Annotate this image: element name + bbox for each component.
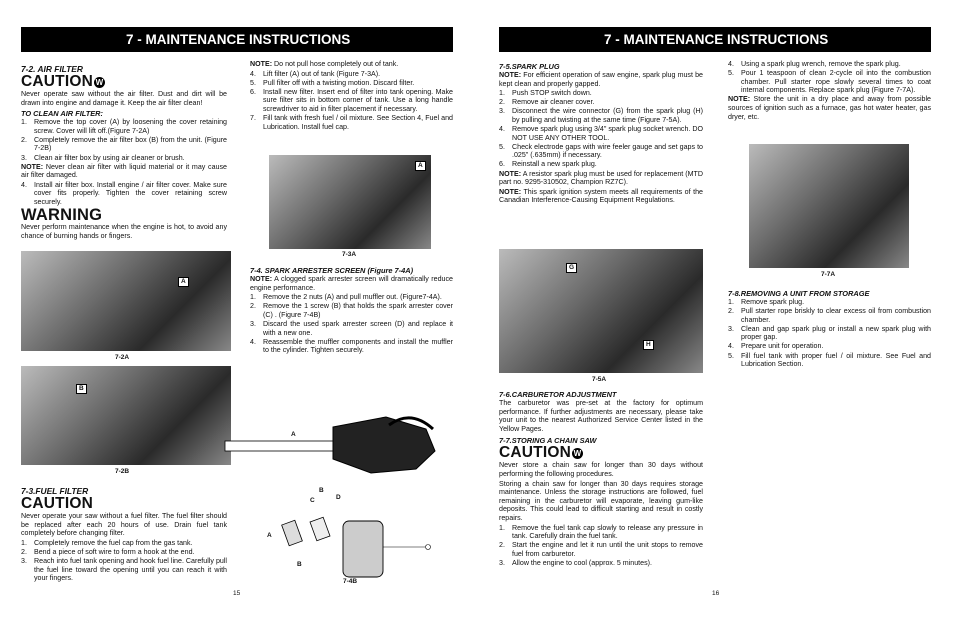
caution-text: Never operate your saw without a fuel filter. The fuel filter should be replaced after each 20 hours of use. Drain fuel tank completely before changing filter.	[21, 512, 227, 538]
figure-label: B	[297, 561, 302, 568]
figure-caption: 7-5A	[592, 376, 607, 383]
list-item: 5. Fill fuel tank with proper fuel / oil mixture. See Fuel and Lubrication Section.	[728, 351, 931, 369]
list-item: 4. Using a spark plug wrench, remove the spark plug.	[728, 60, 901, 68]
figure-label: D	[336, 494, 341, 501]
list-item: 2. Completely remove the air filter box (B) from the unit. (Figure 7-2B)	[21, 135, 227, 153]
list-item: 5. Check electrode gaps with wire feeler gauge and set gaps to .025" (.635mm) if necessary.	[499, 142, 703, 160]
note: NOTE: For efficient operation of saw engine, spark plug must be kept clean and properly gapped.	[499, 71, 703, 88]
list-item: 2. Bend a piece of soft wire to form a hook at the end.	[21, 547, 195, 556]
list-item: 4. Remove spark plug using 3/4" spark plug socket wrench. DO NOT USE ANY OTHER TOOL.	[499, 125, 703, 142]
figure-label: A	[267, 532, 272, 539]
list-item: 4. Install air filter box. Install engine / air filter cover. Make sure cover fits properly. Tighten the cover retaining screw securely.	[21, 180, 227, 207]
caution-text: Never operate saw without the air filter. Dust and dirt will be drawn into engine and damage it. Keep the air filter clean!	[21, 90, 227, 107]
list-item: 2. Remove the 1 screw (B) that holds the spark arrester cover (C) . (Figure 7-4B)	[250, 302, 453, 319]
warning-text: Never perform maintenance when the engine is hot, to avoid any chance of burning hands or fingers.	[21, 223, 227, 240]
list-item: 1. Remove the 2 nuts (A) and pull muffler out. (Figure7-4A).	[250, 293, 442, 302]
caution-label: CAUTION W	[21, 73, 104, 90]
note: NOTE: A clogged spark arrester screen will dramatically reduce engine performance.	[250, 275, 453, 292]
storing-text-2: Storing a chain saw for longer than 30 days requires storage maintenance. Unless the storage instructions are followed, fuel remaining in the carburetor will evaporate, leaving gum-like deposits. This could lead to difficult starting and result in costly repairs.	[499, 479, 703, 522]
page-number: 15	[233, 590, 241, 597]
figure-caption: 7-3A	[342, 251, 357, 258]
figure-caption: 7-2A	[115, 354, 130, 361]
figure-7-2b-photo	[21, 366, 231, 465]
figure-7-2a-photo	[21, 251, 231, 351]
carburetor-storage-section	[499, 388, 703, 568]
caution-label: CAUTION	[21, 495, 94, 512]
nut	[426, 545, 431, 550]
figure-caption: 7-7A	[821, 271, 836, 278]
removing-heading: 7-8.REMOVING A UNIT FROM STORAGE	[728, 289, 870, 298]
note: NOTE: This spark ignition system meets all requirements of the Canadian Interference-Causing Equipment Regulations.	[499, 187, 703, 205]
storing-text-1: Never store a chain saw for longer than 30 days without performing the following procedures.	[499, 461, 703, 478]
left-column-1	[21, 60, 227, 241]
note: NOTE: Do not pull hose completely out of tank.	[250, 60, 399, 68]
storing-heading: 7-7.STORING A CHAIN SAW	[499, 436, 597, 446]
spark-arrester-screen	[310, 517, 330, 541]
caution-label: CAUTION W	[499, 444, 582, 462]
page-15	[21, 27, 453, 612]
list-item: 1. Remove the top cover (A) by loosening the cover retaining screw. Cover will lift off.(Figure 7-2A)	[21, 118, 227, 135]
figure-label: A	[178, 277, 189, 287]
clean-steps-list	[21, 118, 227, 162]
section-banner: 7 - MAINTENANCE INSTRUCTIONS	[21, 27, 453, 52]
figure-label: G	[566, 263, 577, 273]
list-item: 1. Remove the fuel tank cap slowly to release any pressure in tank. Carefully drain the fuel tank.	[499, 523, 703, 541]
list-item: 2. Pull starter rope briskly to clear excess oil from combustion chamber.	[728, 307, 931, 324]
warning-circle-icon: W	[573, 448, 582, 458]
figure-7-7a-photo	[749, 144, 909, 268]
section-banner: 7 - MAINTENANCE INSTRUCTIONS	[499, 27, 931, 52]
list-item: 4. Prepare unit for operation.	[728, 342, 824, 351]
list-item: 1. Completely remove the fuel cap from the gas tank.	[21, 538, 193, 547]
note: NOTE: A resistor spark plug must be used for replacement (MTD part no. 9295-310502, Champion RZ7C).	[499, 169, 703, 187]
list-item: 7. Fill tank with fresh fuel / oil mixture. See Section 4, Fuel and Lubrication. Install fuel cap.	[250, 114, 453, 131]
figure-7-4b-diagram	[265, 507, 435, 587]
figure-label: A	[415, 161, 426, 171]
list-item: 3. Disconnect the wire connector (G) from the spark plug (H) by pulling and twisting at the same time (Figure 7-5A).	[499, 107, 703, 124]
figure-caption: 7-4B	[343, 578, 358, 585]
list-item: 3. Reach into fuel tank opening and hook fuel line. Carefully pull the fuel line toward the opening until you can reach it with your fingers.	[21, 556, 227, 583]
clean-filter-heading: TO CLEAN AIR FILTER:	[21, 109, 103, 119]
carburetor-heading: 7-6.CARBURETOR ADJUSTMENT	[499, 390, 617, 399]
list-item: 1. Remove spark plug.	[728, 298, 805, 306]
figure-label: B	[76, 384, 87, 394]
figure-label: H	[643, 340, 654, 350]
figure-caption: 7-2B	[115, 468, 130, 475]
list-item: 6. Install new filter. Insert end of filter into tank opening. Make sure filter sits in bottom corner of tank. Use a long handle screwdriver to aid in filter placement if necessary.	[250, 87, 453, 113]
spark-arrester-heading: 7-4. SPARK ARRESTER SCREEN (Figure 7-4A)	[250, 266, 414, 275]
chainsaw-bar	[225, 441, 333, 451]
chainsaw-body	[333, 417, 435, 473]
fuel-filter-heading: 7-3.FUEL FILTER	[21, 486, 89, 496]
list-item: 3. Allow the engine to cool (approx. 5 minutes).	[499, 558, 652, 567]
spark-arrester-cover	[282, 520, 303, 545]
figure-7-5a-photo	[499, 249, 703, 373]
removing-storage-section	[728, 287, 931, 369]
muffler	[343, 521, 383, 577]
figure-7-3a-photo	[269, 155, 431, 249]
figure-label: C	[310, 497, 315, 504]
warning-label: WARNING	[21, 206, 103, 225]
list-item: 6. Reinstall a new spark plug.	[499, 160, 597, 169]
list-item: 1. Push STOP switch down.	[499, 89, 592, 98]
spark-plug-heading: 7-5.SPARK PLUG	[499, 62, 560, 71]
warning-circle-icon: W	[95, 77, 104, 87]
right-column-1	[499, 60, 703, 206]
figure-label: B	[319, 487, 324, 494]
list-item: 5. Pour 1 teaspoon of clean 2-cycle oil into the combustion chamber. Pull starter rope slowly several times to coat internal components. Replace spark plug (Figure 7-7A).	[728, 69, 931, 95]
left-column-2	[250, 60, 453, 132]
spark-arrester-section	[250, 264, 453, 355]
list-item: 4. Reassemble the muffler components and install the muffler to the cylinder. Tighten securely.	[250, 337, 453, 355]
list-item: 2. Start the engine and let it run until the unit stops to remove fuel from carburetor.	[499, 541, 703, 558]
note: NOTE: Never clean air filter with liquid material or it may cause air filter damaged.	[21, 162, 227, 180]
carburetor-text: The carburetor was pre-set at the factory for optimum performance. If further adjustments are necessary, please take your unit to the nearest Authorized Service Center listed in the Yellow Pages.	[499, 399, 703, 433]
list-item: 5. Pull filter off with a twisting motion. Discard filter.	[250, 78, 415, 87]
note: NOTE: Store the unit in a dry place and away from possible sources of ignition such as a furnace, gas hot water heater, gas dryer, etc.	[728, 95, 931, 121]
list-item: 4. Lift filter (A) out of tank (Figure 7-3A).	[250, 69, 381, 78]
figure-label: A	[291, 431, 296, 438]
right-column-2	[728, 60, 931, 122]
figure-7-4a-diagram	[221, 399, 453, 501]
air-filter-heading: 7-2. AIR FILTER	[21, 64, 83, 74]
page-number: 16	[712, 590, 720, 597]
fuel-filter-section	[21, 482, 227, 583]
list-item: 3. Discard the used spark arrester screen (D) and replace it with a new one.	[250, 319, 453, 337]
list-item: 2. Remove air cleaner cover.	[499, 98, 595, 107]
page-16	[499, 27, 931, 612]
list-item: 3. Clean and gap spark plug or install a new spark plug with proper gap.	[728, 324, 931, 342]
list-item: 3. Clean air filter box by using air cleaner or brush.	[21, 153, 185, 162]
